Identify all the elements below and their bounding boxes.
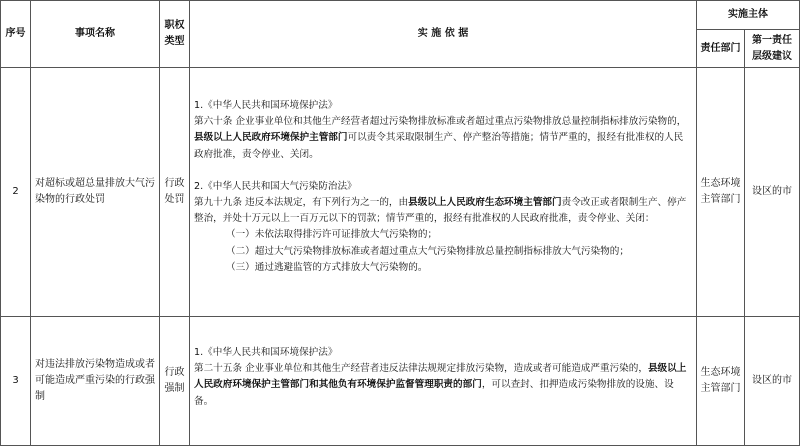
law-list-item: （三）通过逃避监管的方式排放大气污染物的。 (226, 261, 428, 273)
row-level: 设区的市 (745, 317, 800, 446)
header-item-name: 事项名称 (31, 1, 160, 68)
responsible-authority: 县级以上人民政府环境保护主管部门和其他负有环境保护监督管理职责的部门 (194, 363, 687, 391)
law-list-item: （二）超过大气污染物排放标准或者超过重点大气污染物排放总量控制指标排放大气污染物的； (226, 245, 629, 257)
law-title: 1.《中华人民共和国环境保护法》 (194, 347, 338, 358)
row-item-name: 对违法排放污染物造成或者可能造成严重污染的行政强制 (31, 317, 160, 446)
row-item-name: 对超标或超总量排放大气污染物的行政处罚 (31, 68, 160, 317)
responsible-authority: 县级以上人民政府环境保护主管部门 (194, 132, 348, 144)
law-title: 2.《中华人民共和国大气污染防治法》 (194, 180, 357, 192)
row-power-type: 行政强制 (160, 317, 190, 446)
row-dept: 生态环境主管部门 (697, 68, 745, 317)
law-paragraph: 第二十五条 企业事业单位和其他生产经营者违反法律法规规定排放污染物，造成或者可能造成严重污染的，县级以上人民政府环境保护主管部门和其他负有环境保护监督管理职责的部门，可以查封、扣押造成污染物排放的设施、设备。 (194, 363, 687, 407)
law-list-item: （一）未依法取得排污许可证排放大气污染物的； (226, 229, 438, 241)
row-power-type: 行政处罚 (160, 68, 190, 317)
header-seq: 序号 (1, 1, 31, 68)
row-dept: 生态环境主管部门 (697, 317, 745, 446)
row-seq: 3 (1, 317, 31, 446)
header-basis: 实 施 依 据 (190, 1, 697, 68)
row-basis (190, 68, 697, 317)
responsible-authority: 县级以上人民政府生态环境主管部门 (408, 197, 562, 209)
row-seq: 2 (1, 68, 31, 317)
table-row (1, 317, 800, 446)
table-row (1, 68, 800, 317)
header-power-type: 职权类型 (160, 1, 190, 68)
law-paragraph: 第九十九条 违反本法规定，有下列行为之一的，由县级以上人民政府生态环境主管部门责令改正或者限制生产、停产整治，并处十万元以上一百万元以下的罚款；情节严重的，报经有批准权的人民政府批准，责令停业、关闭： (194, 197, 687, 225)
header-subject: 实施主体 (697, 1, 800, 30)
law-paragraph: 第六十条 企业事业单位和其他生产经营者超过污染物排放标准或者超过重点污染物排放总量控制指标排放污染物的，县级以上人民政府环境保护主管部门可以责令其采取限制生产、停产整治等措施；情节严重的，报经有批准权的人民政府批准，责令停业、关闭。 (194, 116, 687, 160)
law-title: 1.《中华人民共和国环境保护法》 (194, 100, 338, 111)
row-level: 设区的市 (745, 68, 800, 317)
header-dept: 责任部门 (697, 30, 745, 68)
row-basis (190, 317, 697, 446)
header-level: 第一责任层级建议 (745, 30, 800, 68)
